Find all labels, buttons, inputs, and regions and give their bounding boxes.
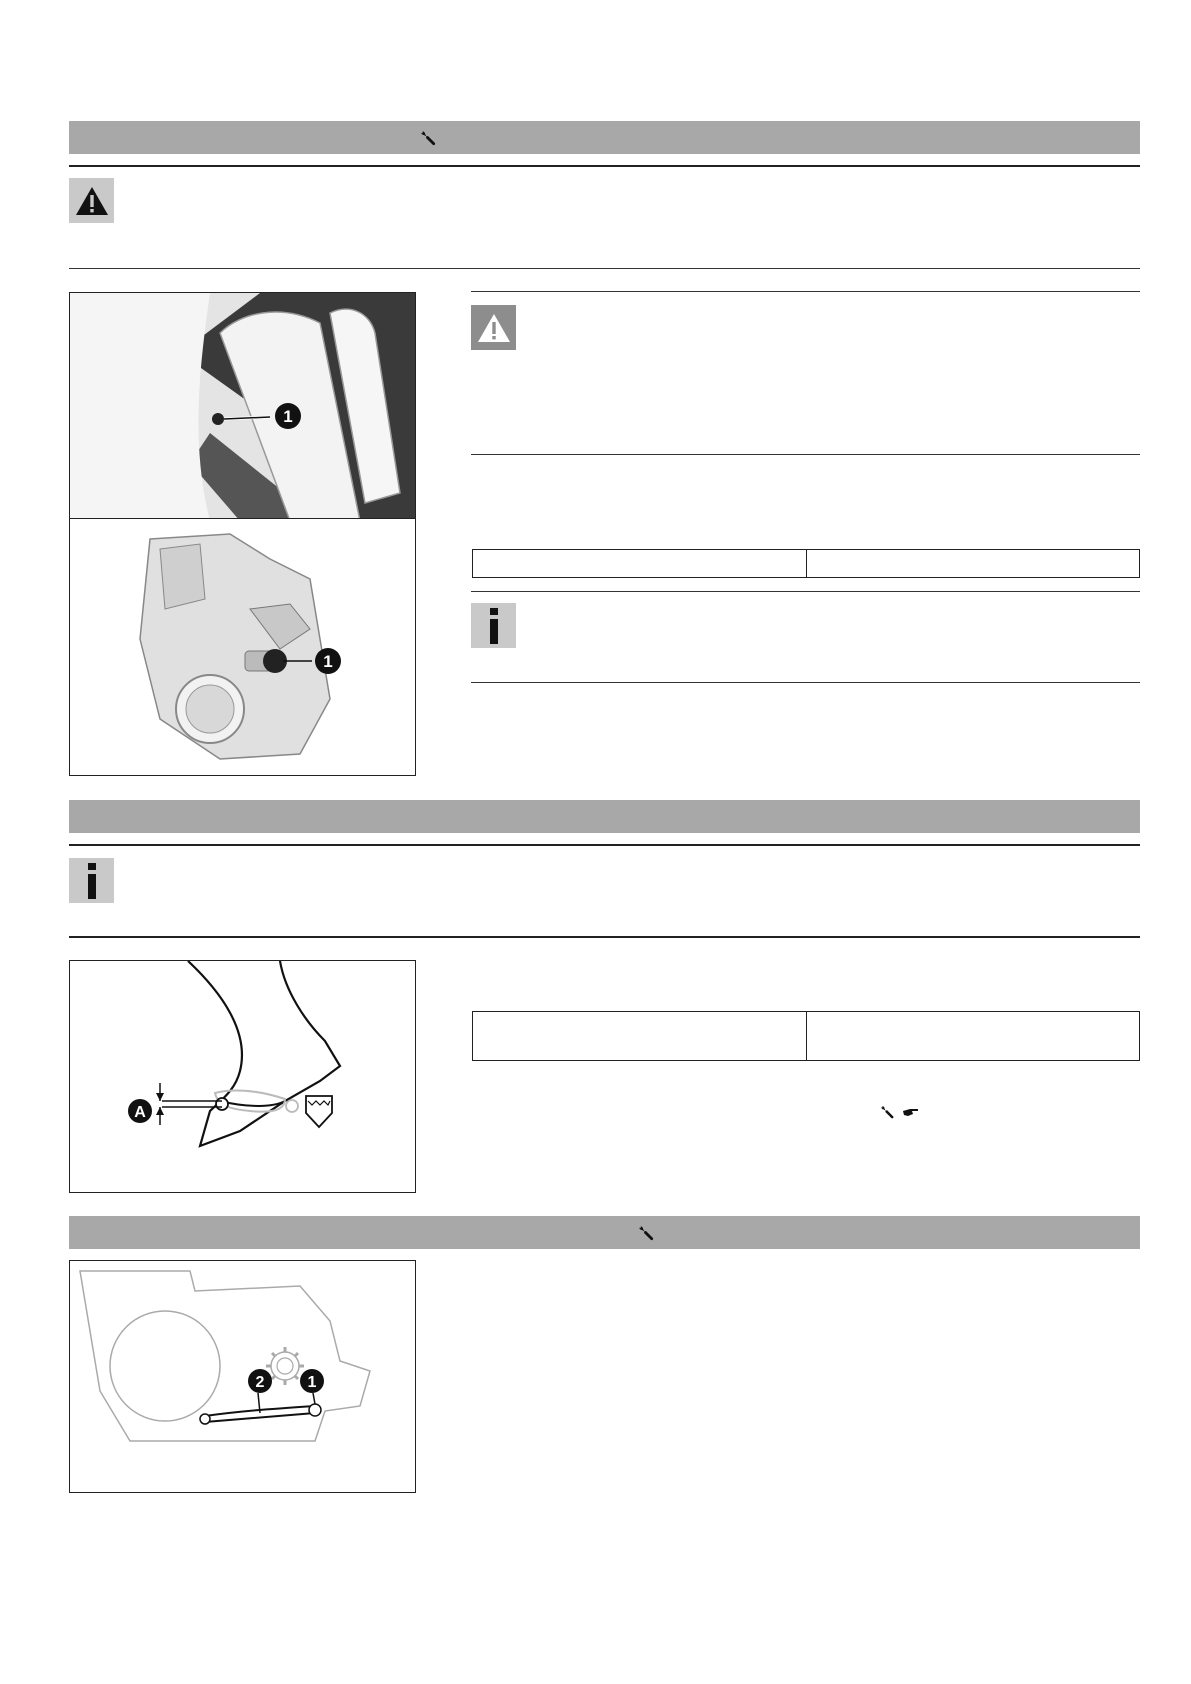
- warning-triangle-icon: [74, 185, 110, 217]
- divider: [471, 291, 1140, 292]
- callout-A: A: [134, 1104, 146, 1121]
- warning-notice-inline: [471, 305, 516, 350]
- divider: [471, 682, 1140, 683]
- divider: [471, 454, 1140, 455]
- section-header-band-3: [69, 1216, 1140, 1249]
- info-icon: [85, 863, 99, 899]
- spec-table-2: [472, 1011, 1140, 1061]
- warning-notice: [69, 178, 114, 223]
- wrench-icon: [638, 1224, 656, 1242]
- spec-table-1: [472, 549, 1140, 578]
- motorcycle-frame-illustration: [70, 293, 415, 521]
- callout-1: 1: [283, 407, 293, 426]
- callout-2: 2: [255, 1374, 265, 1391]
- motorcycle-photo: [69, 292, 416, 522]
- divider: [69, 268, 1140, 269]
- footbrake-drawing: [69, 960, 416, 1193]
- divider: [69, 165, 1140, 167]
- info-icon: [487, 608, 501, 644]
- pointing-hand-icon: [902, 1105, 920, 1119]
- spec-cell: [473, 550, 807, 578]
- section-header-band-2: [69, 800, 1140, 833]
- wrench-icon: [880, 1104, 896, 1120]
- spec-cell: [806, 550, 1140, 578]
- callout-1: 1: [323, 652, 333, 671]
- wrench-icon: [420, 129, 438, 147]
- divider: [69, 844, 1140, 846]
- info-notice-inline: [471, 603, 516, 648]
- boot-on-pedal-illustration: [70, 961, 415, 1192]
- callout-1: 1: [307, 1374, 317, 1391]
- engine-side-drawing: [69, 1260, 416, 1493]
- throttle-body-illustration: [70, 519, 415, 775]
- engine-case-illustration: [70, 1261, 415, 1492]
- tool-reference: [880, 1104, 920, 1120]
- info-notice: [69, 858, 114, 903]
- divider: [471, 591, 1140, 592]
- section-header-band-1: [69, 121, 1140, 154]
- warning-triangle-icon: [476, 312, 512, 344]
- spec-cell: [473, 1012, 807, 1061]
- divider: [69, 936, 1140, 938]
- throttle-body-drawing: [69, 518, 416, 776]
- spec-cell: [806, 1012, 1140, 1061]
